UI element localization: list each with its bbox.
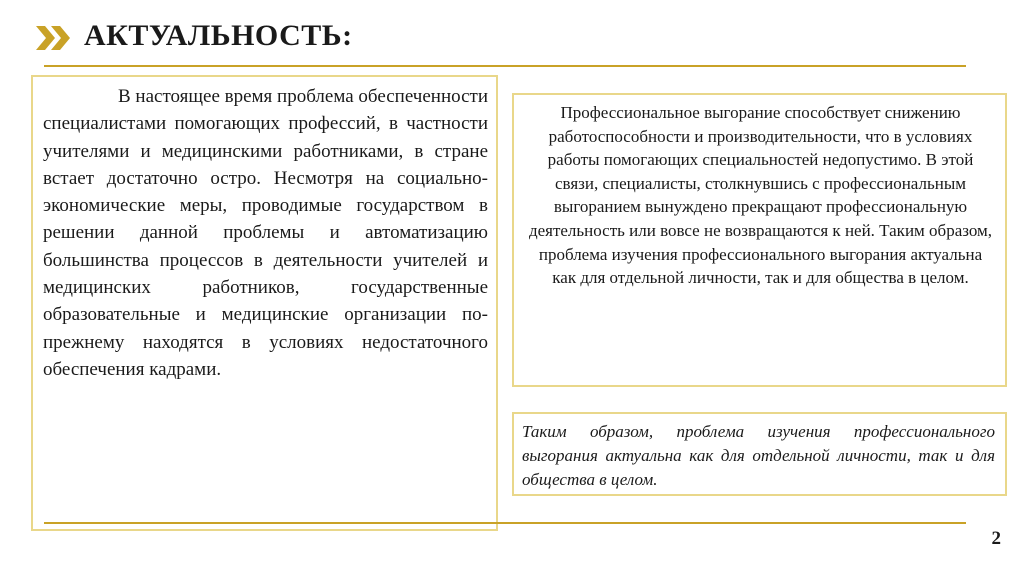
page-title: АКТУАЛЬНОСТЬ: (84, 19, 353, 52)
conclusion-box (512, 412, 1007, 496)
double-chevron-right-icon (36, 26, 76, 50)
left-paragraph: В настоящее время проблема обеспеченности специалистами помогающих профессий, в частности учителями и медицинскими работниками, в стране встает достаточно остро. Несмотря на социально-экономические меры, проводимые государством в решении данной проблемы и автоматизацию большинства процессов в деятельности учителей и медицинских работников, государственные образовательные и медицинские организации по-прежнему находятся в условиях недостаточного обеспечения кадрами. (43, 86, 488, 380)
page-number: 2 (991, 528, 1001, 549)
conclusion-paragraph: Таким образом, проблема изучения профессионального выгорания актуальна как для отдельной личности, так и для общества в целом. (522, 422, 995, 489)
right-text-box (512, 93, 1007, 387)
bottom-divider (44, 522, 966, 524)
top-divider (44, 65, 966, 67)
left-text-box (31, 75, 498, 531)
right-paragraph: Профессиональное выгорание способствует снижению работоспособности и производительности, что в условиях работы помогающих специальностей недопустимо. В этой связи, специалисты, столкнувшись с профессиональным выгоранием вынуждено прекращают профессиональную деятельность или вовсе не возвращаются к ней. Таким образом, проблема изучения профессионального выгорания актуальна как для отдельной личности, так и для общества в целом. (528, 103, 993, 288)
